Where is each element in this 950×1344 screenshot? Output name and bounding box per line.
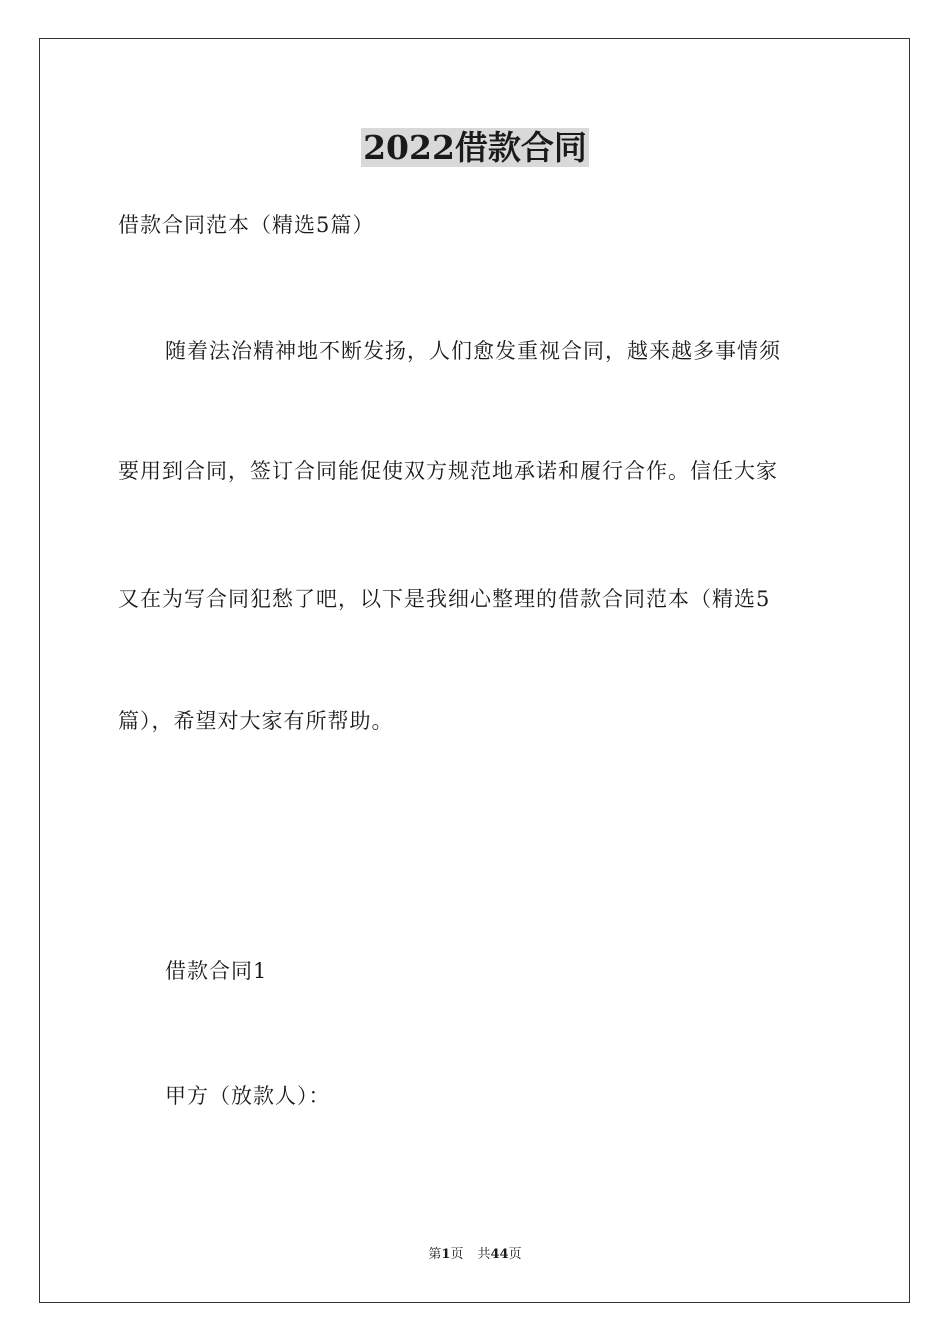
document-title [0,126,950,170]
page-prefix: 第 [428,1247,442,1262]
total-pages: 44 [490,1247,509,1262]
intro-line-3: 又在为写合同犯愁了吧，以下是我细心整理的借款合同范本（精选5 [118,587,771,611]
page-number: 1 [441,1247,451,1262]
document-title-text: 2022借款合同 [363,128,587,167]
intro-line-4: 篇），希望对大家有所帮助。 [118,709,394,733]
intro-line-2: 要用到合同，签订合同能促使双方规范地承诺和履行合作。信任大家 [118,459,778,483]
page-footer [0,1246,950,1264]
intro-line-1: 随着法治精神地不断发扬，人们愈发重视合同，越来越多事情须 [165,339,781,363]
total-prefix: 共 [477,1247,491,1262]
total-suffix: 页 [508,1247,522,1262]
document-subtitle: 借款合同范本（精选5篇） [118,213,375,237]
section-heading: 借款合同1 [165,959,268,983]
page-suffix: 页 [450,1247,464,1262]
party-a-label: 甲方（放款人）： [165,1084,331,1108]
